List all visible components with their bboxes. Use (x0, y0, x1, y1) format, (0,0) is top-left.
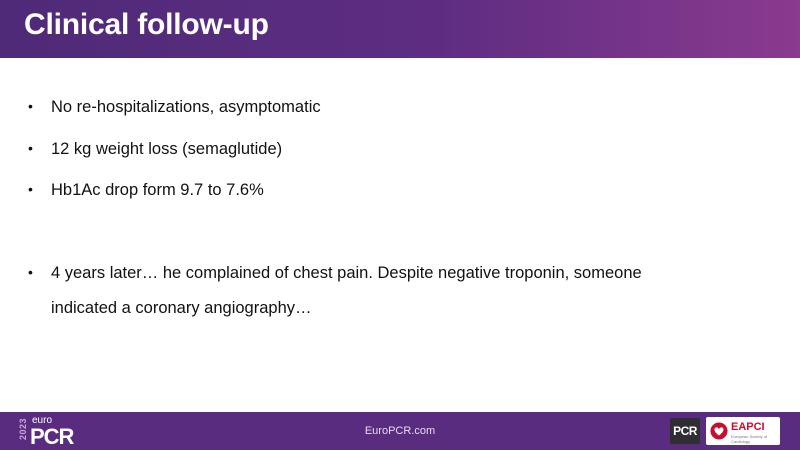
bullet-icon: • (28, 140, 33, 156)
slide-title: Clinical follow-up (24, 8, 269, 41)
bullet-icon: • (28, 98, 33, 114)
bullet-text: No re-hospitalizations, asymptomatic (51, 98, 321, 116)
logo-pcr: PCR (30, 424, 74, 449)
footer-website: EuroPCR.com (364, 425, 436, 437)
logo-euro: euro (32, 415, 53, 426)
logo-year: 2023 (18, 418, 28, 441)
heart-icon (710, 422, 728, 440)
bullet-text-continuation: indicated a coronary angiography… (51, 299, 312, 317)
bullet-text: 12 kg weight loss (semaglutide) (51, 140, 283, 158)
pcr-badge: PCR (670, 418, 700, 444)
slide-footer (0, 412, 800, 450)
bullet-icon: • (28, 264, 33, 280)
slide-header (0, 0, 800, 58)
eapci-logo (706, 417, 780, 445)
bullet-icon: • (28, 181, 33, 197)
bullet-text: 4 years later… he complained of chest pain. Despite negative troponin, someone (51, 264, 642, 282)
eapci-name: EAPCI (731, 421, 765, 433)
eapci-subtitle: European Society of Cardiology (731, 434, 768, 444)
bullet-text: Hb1Ac drop form 9.7 to 7.6% (51, 181, 264, 199)
